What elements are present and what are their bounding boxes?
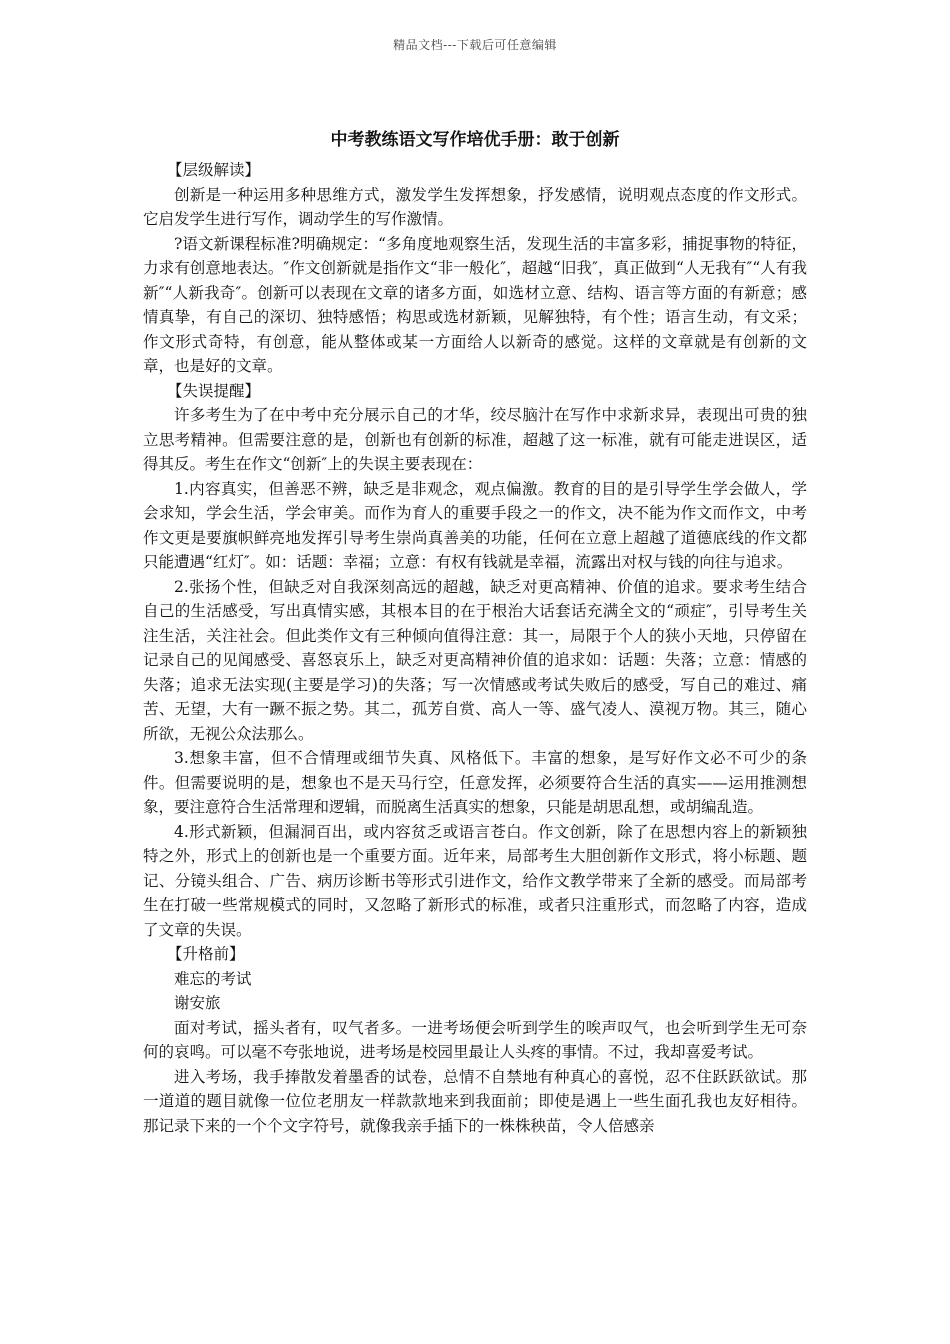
essay-title: 难忘的考试 <box>174 969 252 988</box>
paragraph: 2.张扬个性，但缺乏对自我深刻高远的超越，缺乏对更高精神、价值的追求。要求考生结合自己的生活感受，写出真情实感，其根本目的在于根治大话套话充满全文的“顽症″，引导考生关注生活，关注社会。但此类作文有三种倾向值得注意：其一，局限于个人的狭小天地，只停留在记录自己的见闻感受、喜怒哀乐上，缺乏对更高精神价值的追求如：话题：失落；立意：情感的失落；追求无法实现(主要是学习)的失落；写一次情感或考试失败后的感受，写自己的难过、痛苦、无望，大有一蹶不振之势。其二，孤芳自赏、高人一等、盛气凌人、漠视万物。其三，随心所欲，无视公众法那么。 <box>143 577 807 743</box>
section-heading-before-upgrade: 【升格前】 <box>167 945 245 963</box>
document-title: 中考教练语文写作培优手册：敢于创新 <box>330 130 620 150</box>
page-header: 精品文档---下载后可任意编辑 <box>393 38 557 52</box>
paragraph: 进入考场，我手捧散发着墨香的试卷，总情不自禁地有种真心的喜悦，忍不住跃跃欲试。那一道道的题目就像一位位老朋友一样款款地来到我面前；即使是遇上一些生面孔我也友好相待。那记录下来的一个个文字符号，就像我亲手插下的一株株秧苗，令人倍感亲 <box>143 1067 807 1135</box>
paragraph: 许多考生为了在中考中充分展示自己的才华，绞尽脑汁在写作中求新求异，表现出可贵的独立思考精神。但需要注意的是，创新也有创新的标准，超越了这一标准，就有可能走进误区，适得其反。考生在作文“创新″上的失误主要表现在： <box>143 406 807 473</box>
paragraph: 创新是一种运用多种思维方式，激发学生发挥想象，抒发感情，说明观点态度的作文形式。它启发学生进行写作，调动学生的写作激情。 <box>143 185 807 228</box>
paragraph: ?语文新课程标准?明确规定：“多角度地观察生活，发现生活的丰富多彩，捕捉事物的特征，力求有创意地表达。″作文创新就是指作文“非一般化″，超越“旧我″，真正做到“人无我有″“人有我新″“人新我奇″。创新可以表现在文章的诸多方面，如选材立意、结构、语言等方面的有新意；感情真挚，有自己的深切、独特感悟；构思或选材新颖，见解独特，有个性；语言生动，有文采；作文形式奇特，有创意，能从整体或某一方面给人以新奇的感觉。这样的文章就是有创新的文章，也是好的文章。 <box>143 234 807 375</box>
document-body <box>143 128 807 1138</box>
essay-author: 谢安旅 <box>174 994 221 1012</box>
section-heading-mistake-reminder: 【失误提醒】 <box>167 381 261 400</box>
section-heading-level-interpretation: 【层级解读】 <box>167 161 261 179</box>
paragraph: 面对考试，摇头者有，叹气者多。一进考场便会听到学生的唉声叹气，也会听到学生无可奈何的哀鸣。可以毫不夸张地说，进考场是校园里最让人头疼的事情。不过，我却喜爱考试。 <box>143 1018 807 1061</box>
paragraph: 1.内容真实，但善恶不辨，缺乏是非观念，观点偏激。教育的目的是引导学生学会做人，学会求知，学会生活，学会审美。而作为育人的重要手段之一的作文，决不能为作文而作文，中考作文更是要旗帜鲜亮地发挥引导考生崇尚真善美的功能，任何在立意上超越了道德底线的作文都只能遭遇“红灯″。如：话题：幸福；立意：有权有钱就是幸福，流露出对权与钱的向往与追求。 <box>143 479 807 571</box>
paragraph: 4.形式新颖，但漏洞百出，或内容贫乏或语言苍白。作文创新，除了在思想内容上的新颖独特之外，形式上的创新也是一个重要方面。近年来，局部考生大胆创新作文形式，将小标题、题记、分镜头组合、广告、病历诊断书等形式引进作文，给作文教学带来了全新的感受。而局部考生在打破一些常规模式的同时，又忽略了新形式的标准，或者只注重形式，而忽略了内容，造成了文章的失误。 <box>143 822 807 939</box>
paragraph: 3.想象丰富，但不合情理或细节失真、风格低下。丰富的想象，是写好作文必不可少的条件。但需要说明的是，想象也不是天马行空，任意发挥，必须要符合生活的真实——运用推测想象，要注意符合生活常理和逻辑，而脱离生活真实的想象，只能是胡思乱想，或胡编乱造。 <box>143 749 807 816</box>
